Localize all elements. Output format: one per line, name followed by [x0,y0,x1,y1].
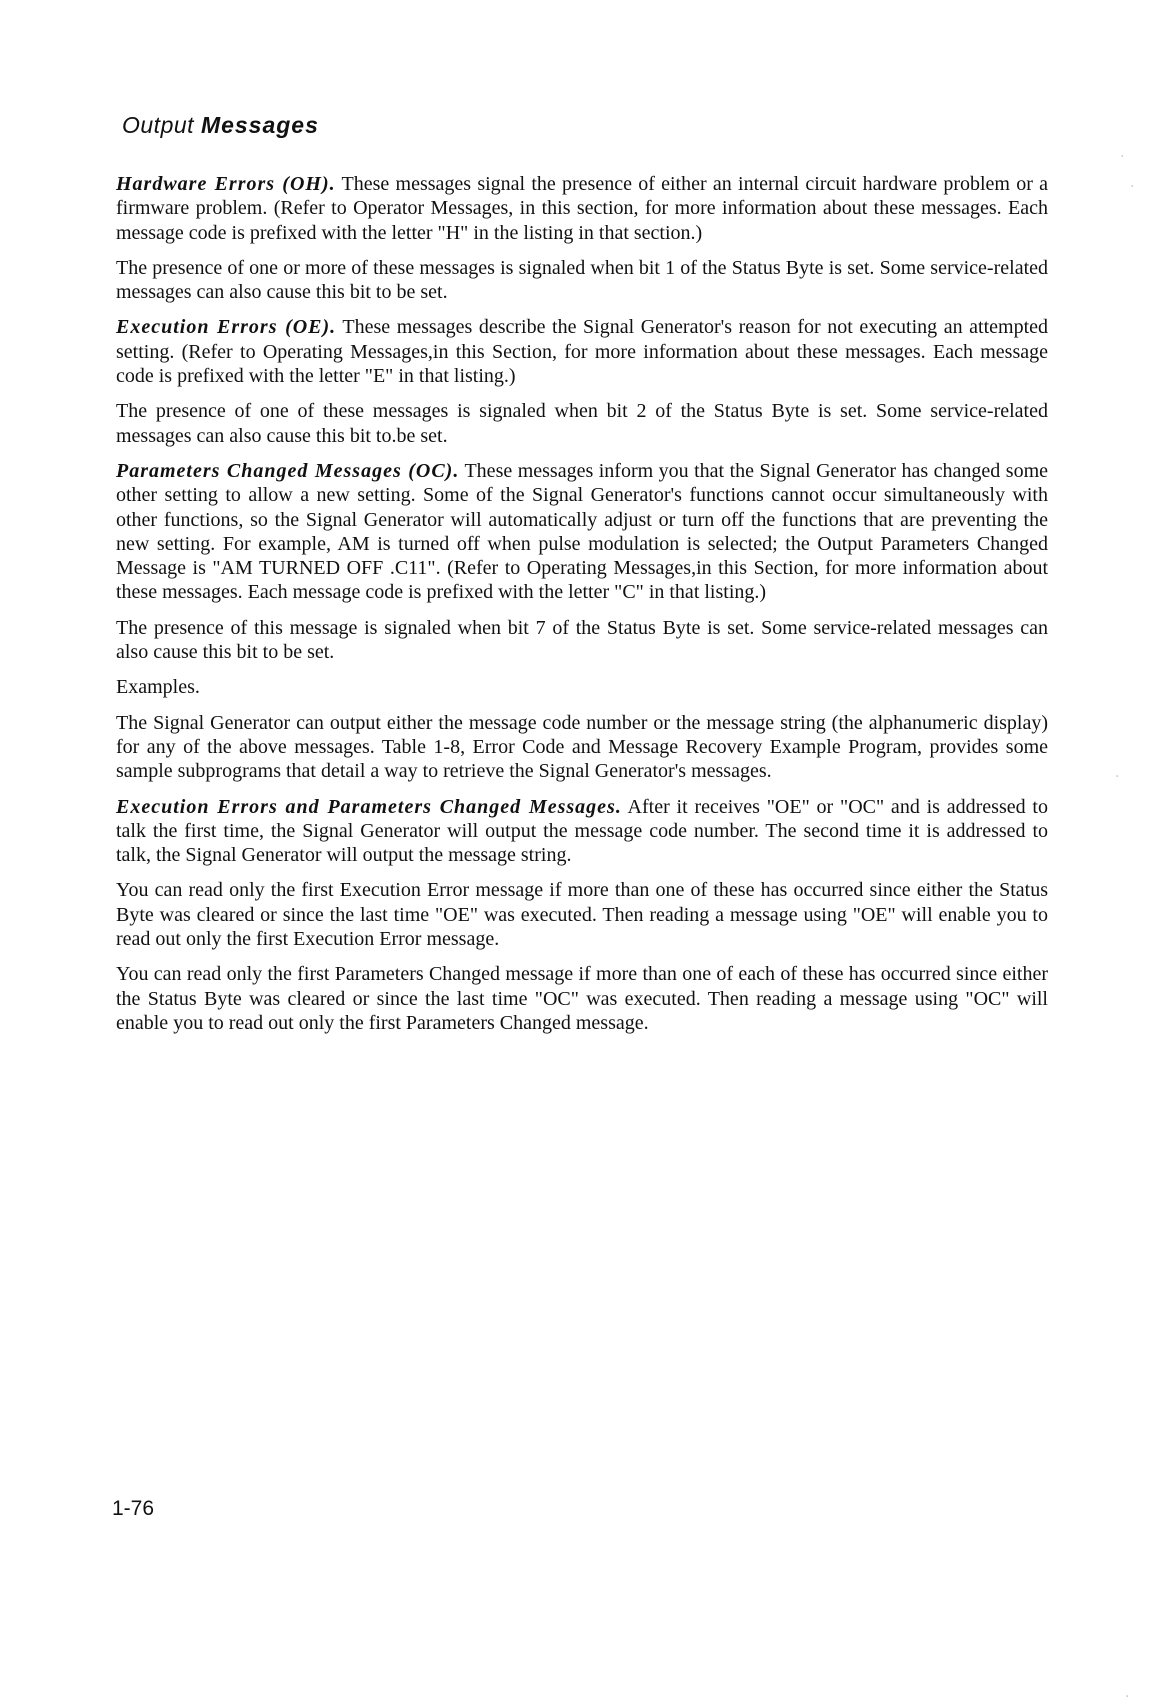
scan-speck: · [1120,149,1125,165]
run-in-heading: Parameters Changed Messages (OC). [116,459,460,482]
body-text [116,172,1048,1046]
paragraph-text: The Signal Generator can output either the message code number or the message string (the alphanumeric display) for any of the above messages. Table 1-8, Error Code and Message Recovery Example Program, provides some sample subprograms that detail a way to retrieve the Signal Generator's messages. [116,711,1048,783]
paragraph-text: After it receives "OE" or "OC" and is addressed to talk the first time, the Signal Generator will output the message code number. The second time it is addressed to talk, the Signal Generator will output the message string. [116,795,1048,867]
page-number: 1-76 [112,1497,155,1520]
paragraph-text: The presence of one or more of these messages is signaled when bit 1 of the Status Byte is set. Some service-related messages can also cause this bit to be set. [116,256,1048,304]
scan-speck: · [1130,179,1135,195]
run-in-heading: Execution Errors and Parameters Changed Messages. [116,795,622,818]
paragraph-oe-oc-messages [116,795,1048,868]
section-title-part1: Output [122,112,195,138]
scan-speck: · [1115,769,1120,785]
paragraph-read-first-execution-error [116,878,1048,951]
run-in-heading: Hardware Errors (OH). [116,173,336,195]
paragraph-bit1-status [116,256,1048,305]
paragraph-text: Examples. [116,676,200,699]
paragraph-text: These messages signal the presence of either an internal circuit hardware problem or a firmware problem. (Refer to Operator Messages, in this section, for more information about these messages. Each message code is prefixed with the letter "H" in the listing in that section.) [116,173,1049,244]
paragraph-bit2-status [116,399,1048,448]
run-in-heading: Execution Errors (OE). [116,316,337,339]
paragraph-text: You can read only the first Parameters Changed message if more than one of each of these has occurred since either the Status Byte was cleared or since the last time "OC" was executed. Then reading a message using "OC" will enable you to read out only the first Parameters Changed message. [116,963,1048,1034]
paragraph-read-first-parameters-changed [116,962,1048,1035]
paragraph-hardware-errors [116,172,1048,245]
section-title [122,112,319,139]
section-title-part2: Messages [200,112,319,138]
scan-speck: · [1125,1689,1130,1705]
paragraph-text: These messages inform you that the Signal Generator has changed some other setting to allow a new setting. Some of the Signal Generator's functions cannot occur simultaneously with other functions, so the Signal Generator will automatically adjust or turn off the functions that are preventing the new setting. For example, AM is turned off when pulse modulation is selected; the Output Parameters Changed Message is "AM TURNED OFF .C11". (Refer to Operating Messages,in this Section, for more information about these messages. Each message code is prefixed with the letter "C" in that listing.) [116,459,1048,604]
paragraph-bit7-status [116,616,1048,665]
paragraph-examples [116,675,1048,699]
paragraph-text: The presence of this message is signaled when bit 7 of the Status Byte is set. Some service-related messages can also cause this bit to be set. [116,616,1048,664]
paragraph-text: You can read only the first Execution Error message if more than one of these has occurred since either the Status Byte was cleared or since the last time "OE" was executed. Then reading a message using "OE" will enable you to read out only the first Execution Error message. [116,879,1048,951]
paragraph-parameters-changed [116,459,1048,605]
paragraph-text: These messages describe the Signal Generator's reason for not executing an attempted setting. (Refer to Operating Messages,in this Section, for more information about these messages. Each message code is prefixed with the letter "E" in that listing.) [116,316,1049,388]
paragraph-output-either [116,711,1048,784]
paragraph-text: The presence of one of these messages is signaled when bit 2 of the Status Byte is set. Some service-related messages can also cause this bit to.be set. [116,400,1048,447]
paragraph-execution-errors [116,315,1048,388]
